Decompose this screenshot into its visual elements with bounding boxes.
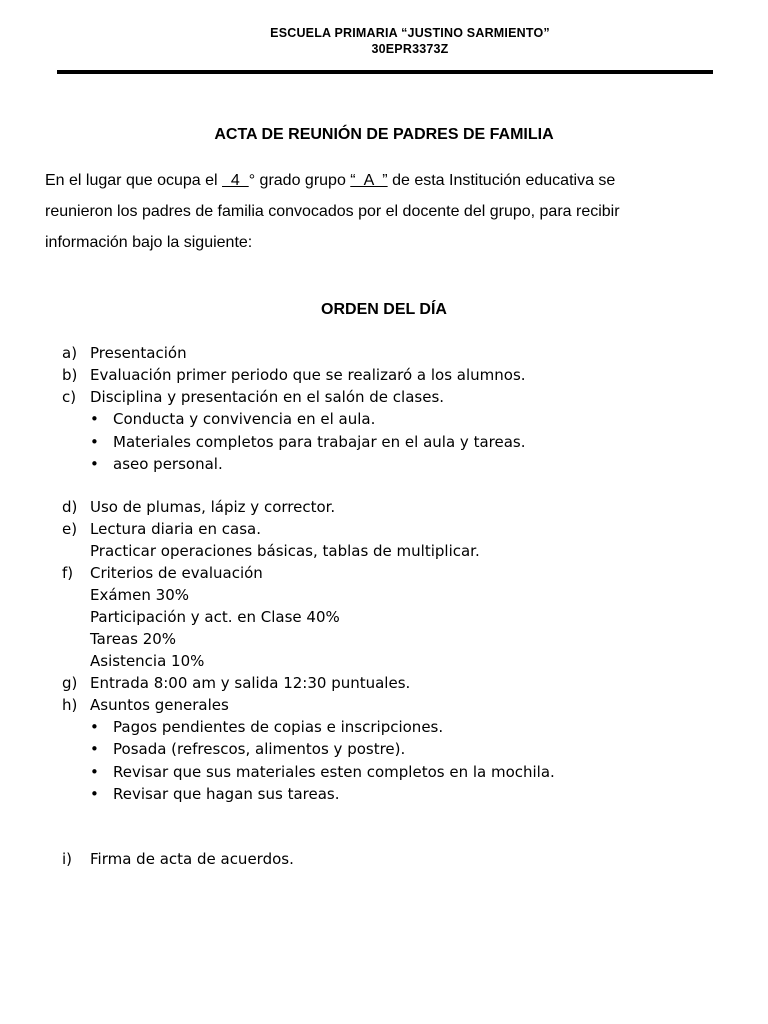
- item-marker: e): [62, 519, 78, 538]
- item-text: Criterios de evaluación: [90, 563, 263, 582]
- intro-text-3: de esta Institución educativa se: [387, 172, 616, 189]
- bullet-item: [62, 431, 742, 454]
- bullet-icon: •: [90, 785, 99, 803]
- item-marker: c): [62, 388, 77, 406]
- item-text: Asuntos generales: [90, 695, 229, 714]
- bullet-text: Conducta y convivencia en el aula.: [113, 410, 376, 428]
- criteria-line: Tareas 20%: [90, 629, 177, 648]
- school-code: 30EPR3373Z: [371, 42, 449, 56]
- item-marker: i): [62, 849, 73, 868]
- intro-paragraph: [45, 165, 745, 258]
- grade-field: 4: [222, 172, 249, 189]
- bullet-text: Revisar que sus materiales esten completos en la mochila.: [113, 762, 555, 781]
- bullet-text: Posada (refrescos, alimentos y postre).: [113, 740, 406, 758]
- document-header: [0, 25, 768, 57]
- item-marker: d): [62, 497, 78, 516]
- item-marker: g): [62, 673, 78, 692]
- agenda-item-g: [62, 672, 742, 694]
- item-marker: a): [62, 344, 78, 362]
- agenda-item-e: [62, 518, 742, 540]
- document-title: ACTA DE REUNIÓN DE PADRES DE FAMILIA: [214, 126, 554, 143]
- bullet-item: [62, 453, 742, 476]
- intro-line-1: [45, 165, 745, 196]
- agenda-item-b: [62, 364, 742, 386]
- item-marker: h): [62, 695, 78, 714]
- header-divider: [57, 70, 713, 74]
- bullet-text: aseo personal.: [113, 455, 223, 473]
- intro-line-2: reunieron los padres de familia convocados por el docente del grupo, para recibir: [45, 203, 620, 220]
- bullet-text: Pagos pendientes de copias e inscripciones.: [113, 717, 444, 736]
- item-marker: b): [62, 366, 78, 384]
- bullet-item: [62, 738, 742, 761]
- intro-line-3: información bajo la siguiente:: [45, 234, 253, 251]
- bullet-icon: •: [90, 410, 99, 428]
- agenda-item-f: [62, 562, 742, 584]
- bullet-icon: •: [90, 455, 99, 473]
- bullet-item: [62, 761, 742, 784]
- item-text: Uso de plumas, lápiz y corrector.: [90, 497, 336, 516]
- bullet-text: Revisar que hagan sus tareas.: [113, 785, 340, 803]
- agenda-list: [62, 342, 742, 870]
- item-text: Disciplina y presentación en el salón de clases.: [90, 388, 445, 406]
- item-text: Entrada 8:00 am y salida 12:30 puntuales.: [90, 673, 411, 692]
- item-subline: Practicar operaciones básicas, tablas de multiplicar.: [90, 541, 480, 560]
- agenda-item-d: [62, 496, 742, 518]
- bullet-icon: •: [90, 740, 99, 758]
- criteria-line: Asistencia 10%: [90, 651, 205, 670]
- agenda-item-a: [62, 342, 742, 364]
- bullet-item: [62, 408, 742, 431]
- bullet-item: [62, 716, 742, 739]
- criteria-line: Participación y act. en Clase 40%: [90, 607, 340, 626]
- bullet-icon: •: [90, 717, 99, 736]
- criteria-line: Exámen 30%: [90, 585, 190, 604]
- spacer: [62, 806, 742, 848]
- group-field: “ A ”: [350, 172, 388, 189]
- item-text: Lectura diaria en casa.: [90, 519, 261, 538]
- agenda-item-i: [62, 848, 742, 870]
- bullet-text: Materiales completos para trabajar en el aula y tareas.: [113, 432, 526, 451]
- agenda-title: ORDEN DEL DÍA: [321, 301, 447, 318]
- agenda-item-h: [62, 694, 742, 716]
- item-marker: f): [62, 563, 74, 582]
- bullet-icon: •: [90, 432, 99, 451]
- intro-text-2: ° grado grupo: [248, 172, 351, 189]
- school-name: ESCUELA PRIMARIA “JUSTINO SARMIENTO”: [270, 26, 550, 40]
- spacer: [62, 476, 742, 496]
- intro-text-1: En el lugar que ocupa el: [45, 172, 223, 189]
- bullet-item: [62, 783, 742, 806]
- item-text: Evaluación primer periodo que se realizaró a los alumnos.: [90, 366, 526, 384]
- item-text: Presentación: [90, 344, 187, 362]
- item-text: Firma de acta de acuerdos.: [90, 849, 294, 868]
- bullet-icon: •: [90, 762, 99, 781]
- agenda-item-c: [62, 386, 742, 408]
